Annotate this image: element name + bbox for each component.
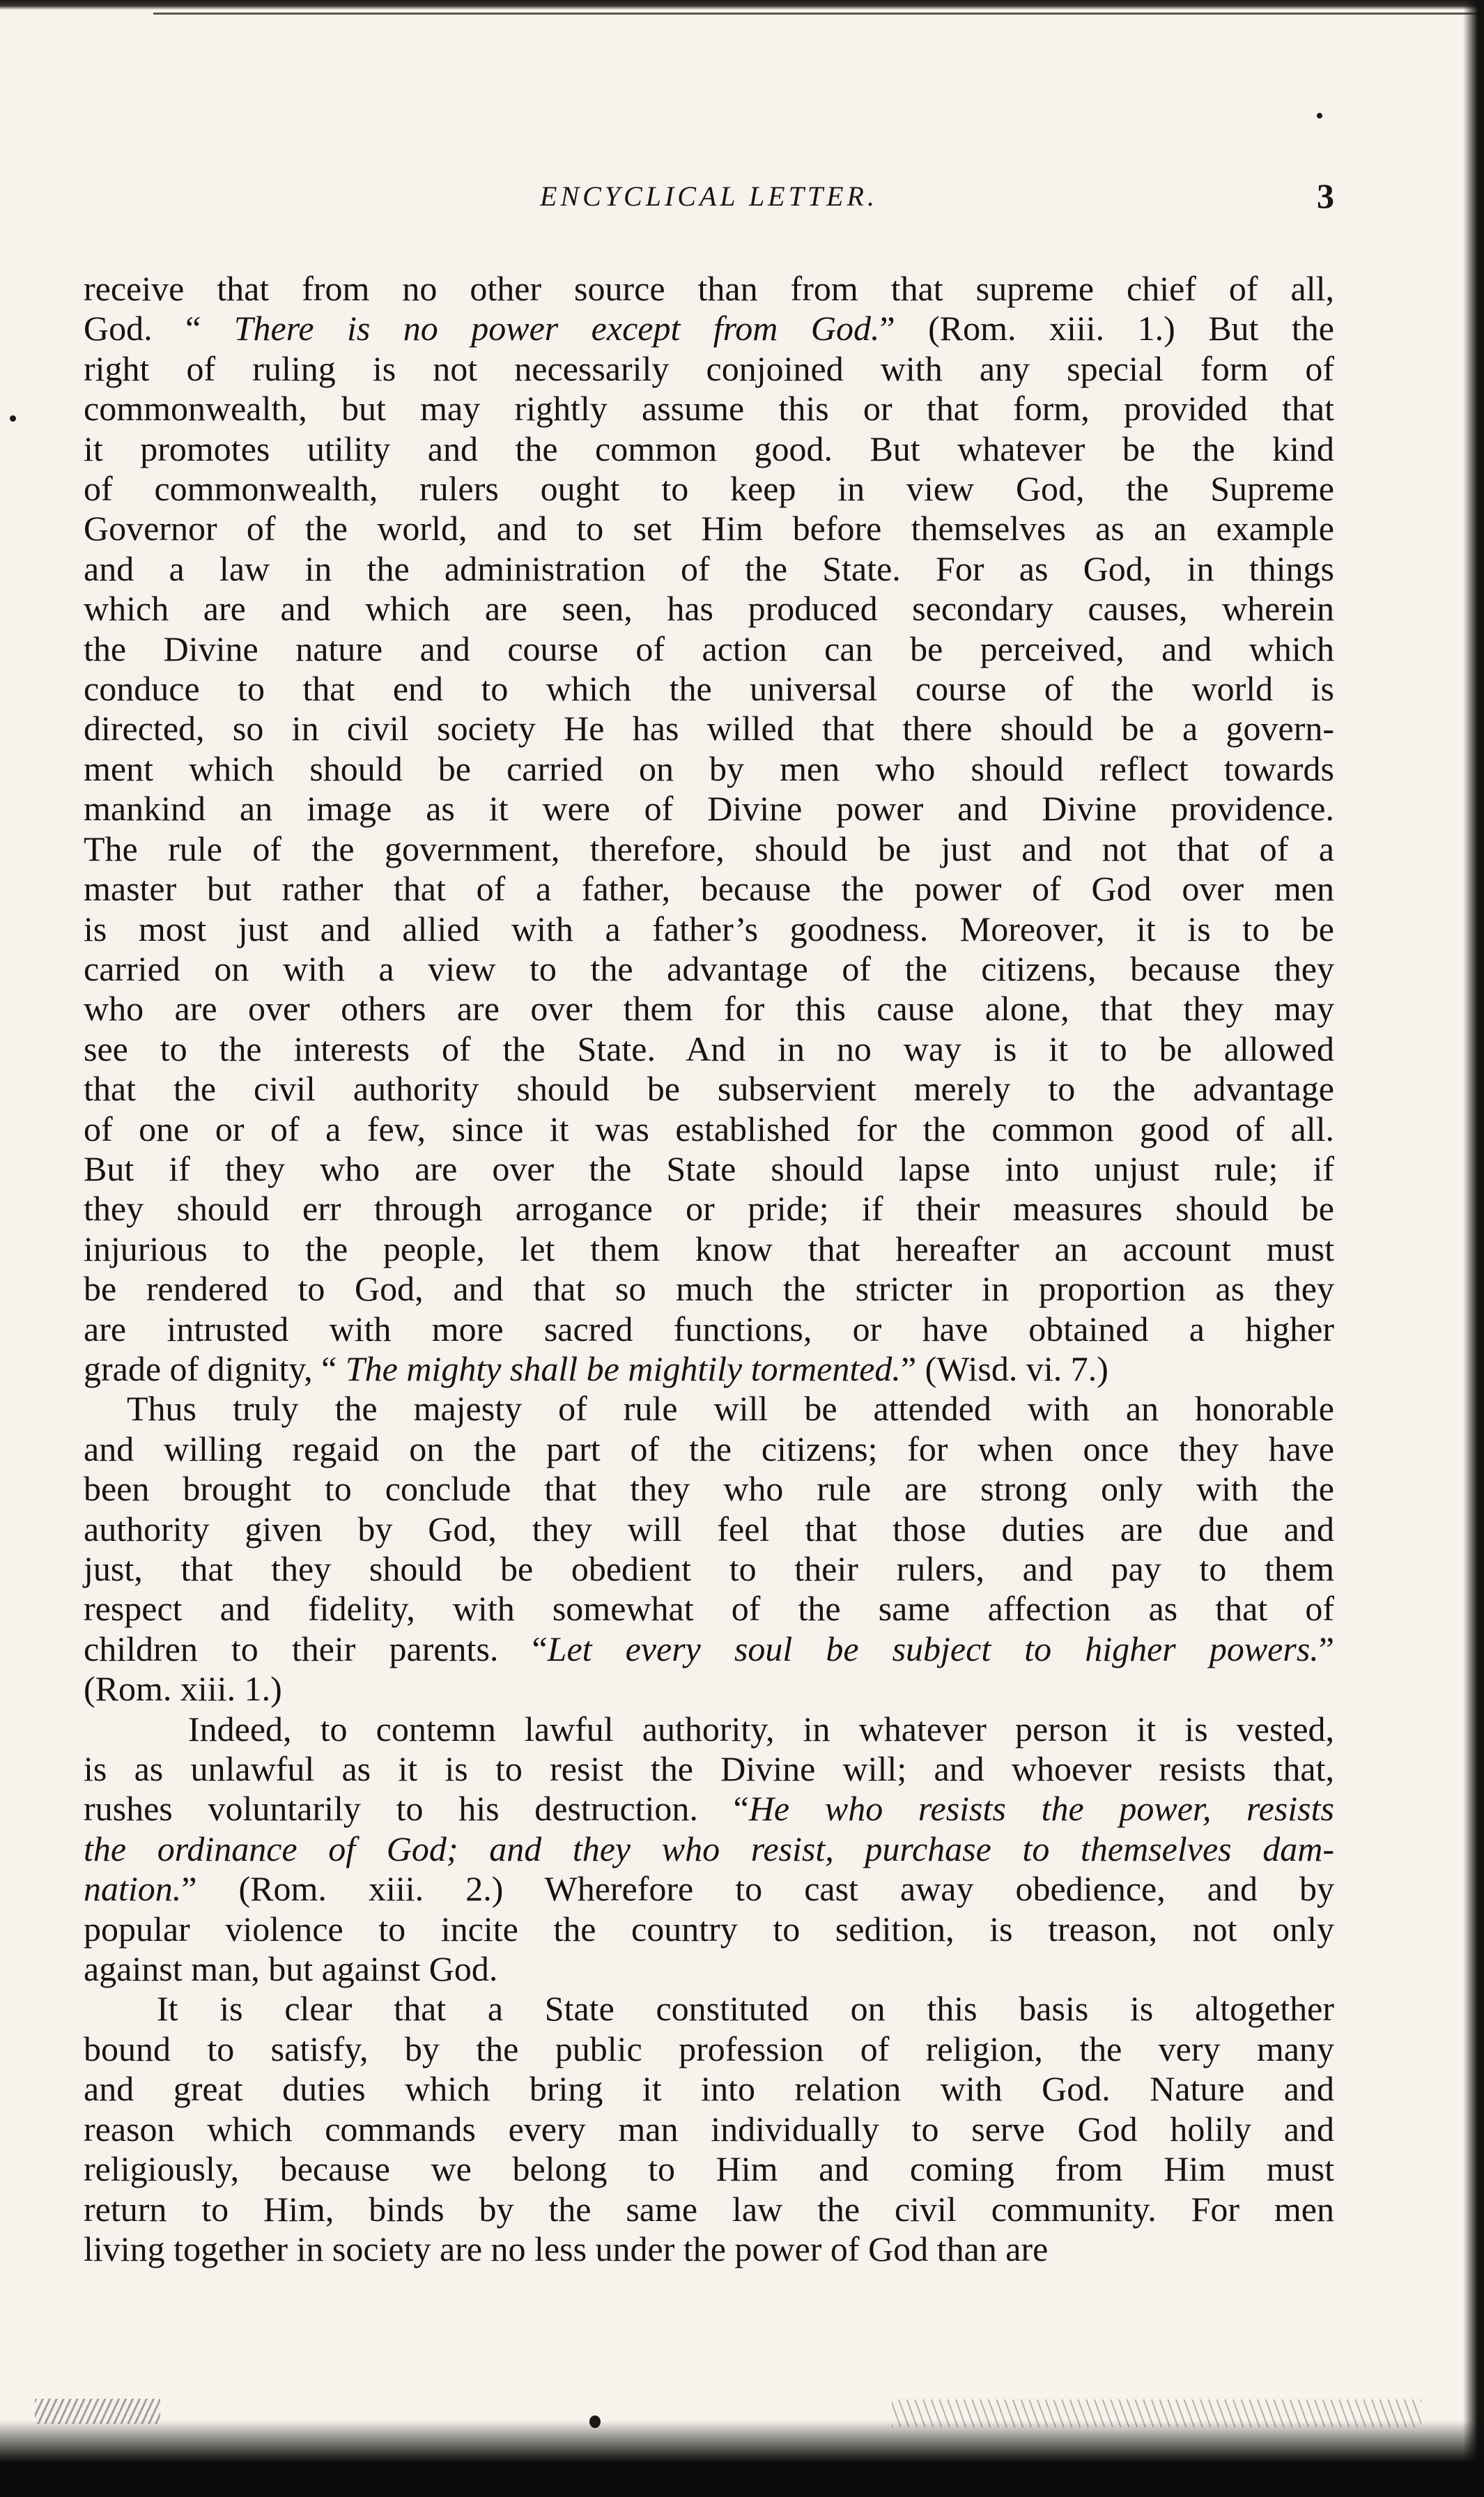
text-line: they should err through arrogance or pride; if their measures should be (84, 1189, 1334, 1229)
text-line: of one or of a few, since it was established for the common good of all. (84, 1109, 1334, 1148)
text-line: religiously, because we belong to Him and coming from Him must (84, 2149, 1334, 2189)
text-line: who are over others are over them for this cause alone, that they may (84, 989, 1334, 1029)
text-line: been brought to conclude that they who rule are strong only with the (84, 1469, 1334, 1509)
text-line: living together in society are no less under the power of God than are (84, 2229, 1049, 2268)
page-number: 3 (1317, 176, 1334, 215)
right-scan-edge (1463, 0, 1484, 2497)
text-line: Thus truly the majesty of rule will be attended with an honorable (127, 1389, 1334, 1429)
body-text (84, 269, 1334, 2269)
ink-speck-left (10, 415, 16, 422)
paragraph-3 (84, 1710, 1334, 1990)
text-line: see to the interests of the State. And in no way is it to be allowed (84, 1029, 1334, 1068)
text-line: the Divine nature and course of action can be perceived, and which (84, 629, 1334, 668)
text-line: Indeed, to contemn lawful authority, in whatever person it is vested, (188, 1709, 1334, 1749)
text-line: conduce to that end to which the universal course of the world is (84, 669, 1334, 709)
paragraph-1 (84, 269, 1334, 1389)
text-line (84, 1829, 1334, 1869)
text-line: bound to satisfy, by the public profession of religion, the very many (84, 2029, 1334, 2068)
italic-quote: Let every soul be subject to higher powers. (547, 1629, 1319, 1668)
text-line: commonwealth, but may rightly assume this or that form, provided that (84, 389, 1334, 429)
text-line: ment which should be carried on by men who should reflect towards (84, 748, 1334, 788)
text-line: are intrusted with more sacred functions, or have obtained a higher (84, 1309, 1334, 1349)
ink-speck-top (1317, 113, 1322, 118)
text-line: rushes voluntarily to his destruction. “He who resists the power, resists (84, 1789, 1334, 1829)
italic-quote: The mighty shall be mightily tormented. (345, 1349, 901, 1388)
text-line: and willing regaid on the part of the citizens; for when once they have (84, 1429, 1334, 1468)
text-line: right of ruling is not necessarily conjoined with any special form of (84, 348, 1334, 388)
text-line: It is clear that a State constituted on this basis is altogether (157, 1989, 1334, 2029)
text-line: it promotes utility and the common good. But whatever be the kind (84, 429, 1334, 468)
text-line: is as unlawful as it is to resist the Divine will; and whoever resists that, (84, 1749, 1334, 1789)
text-line: which are and which are seen, has produced secondary causes, wherein (84, 589, 1334, 629)
text-line: return to Him, binds by the same law the civil community. For men (84, 2189, 1334, 2229)
text-line: God. “ There is no power except from God.” (Rom. xiii. 1.) But the (84, 309, 1334, 348)
text-line: But if they who are over the State should lapse into unjust rule; if (84, 1148, 1334, 1188)
italic-quote: There is no power except from God. (233, 309, 880, 348)
running-head: ENCYCLICAL LETTER. (540, 180, 878, 212)
paragraph-4 (84, 1989, 1334, 2269)
text-line: of commonwealth, rulers ought to keep in view God, the Supreme (84, 469, 1334, 509)
text-line: mankind an image as it were of Divine power and Divine providence. (84, 789, 1334, 829)
text-line: children to their parents. “Let every soul be subject to higher powers.” (84, 1629, 1334, 1668)
paragraph-2 (84, 1389, 1334, 1709)
text-line: respect and fidelity, with somewhat of the same affection as that of (84, 1589, 1334, 1629)
top-rule-line (153, 13, 1484, 15)
text-line: directed, so in civil society He has willed that there should be a govern- (84, 709, 1334, 748)
text-line: Governor of the world, and to set Him before themselves as an example (84, 509, 1334, 548)
text-line: The rule of the government, therefore, should be just and not that of a (84, 829, 1334, 868)
bottom-scan-edge (0, 2420, 1484, 2497)
italic-quote: He who resists the power, resists (748, 1789, 1334, 1829)
text-line: reason which commands every man individually to serve God holily and (84, 2109, 1334, 2149)
text-line: that the civil authority should be subservient merely to the advantage (84, 1069, 1334, 1109)
text-line: master but rather that of a father, because the power of God over men (84, 869, 1334, 909)
text-line: just, that they should be obedient to their rulers, and pay to them (84, 1549, 1334, 1588)
text-line: and great duties which bring it into relation with God. Nature and (84, 2069, 1334, 2109)
ink-speck-bottom (589, 2415, 601, 2428)
italic-quote: nation. (84, 1869, 182, 1909)
text-line: (Rom. xiii. 1.) (84, 1669, 282, 1709)
text-line: nation.” (Rom. xiii. 2.) Wherefore to cast away obedience, and by (84, 1869, 1334, 1909)
text-line: receive that from no other source than from that supreme chief of all, (84, 269, 1334, 308)
italic-quote: the ordinance of God; and they who resist, purchase to themselves dam- (84, 1829, 1334, 1868)
text-line: and a law in the administration of the State. For as God, in things (84, 548, 1334, 588)
text-line: against man, but against God. (84, 1949, 498, 1989)
text-line: is most just and allied with a father’s goodness. Moreover, it is to be (84, 909, 1334, 948)
text-line: authority given by God, they will feel that those duties are due and (84, 1509, 1334, 1549)
top-scan-edge (0, 0, 1484, 10)
text-line: be rendered to God, and that so much the stricter in proportion as they (84, 1269, 1334, 1309)
text-line: grade of dignity, “ The mighty shall be mightily tormented.” (Wisd. vi. 7.) (84, 1349, 1108, 1388)
page-header (84, 176, 1334, 222)
text-line: carried on with a view to the advantage of the citizens, because they (84, 948, 1334, 988)
text-line: injurious to the people, let them know that hereafter an account must (84, 1229, 1334, 1268)
text-line: popular violence to incite the country to sedition, is treason, not only (84, 1909, 1334, 1949)
